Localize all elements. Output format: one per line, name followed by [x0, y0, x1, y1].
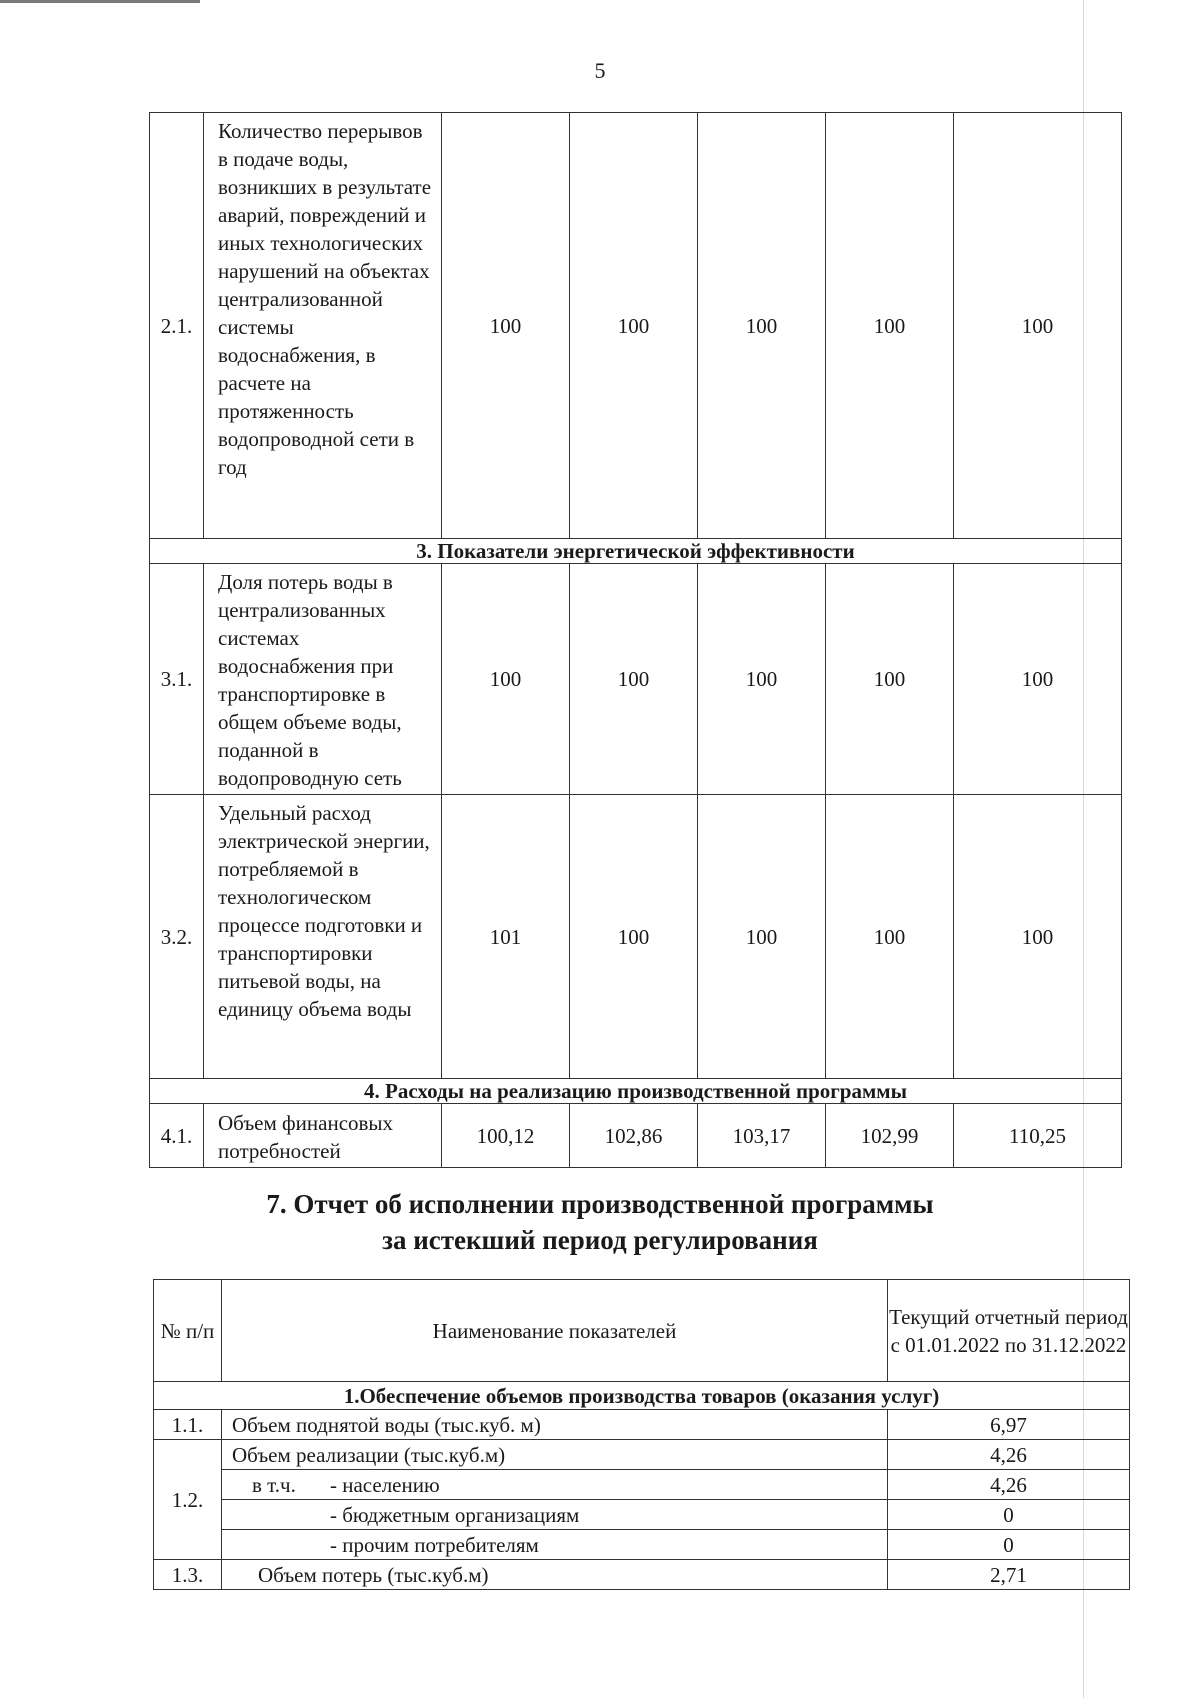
indicator-value: 100: [570, 113, 698, 539]
scan-edge: [0, 0, 200, 3]
row-number: 4.1.: [150, 1104, 204, 1168]
section-heading: 3. Показатели энергетической эффективности: [150, 539, 1122, 564]
table-row: [150, 113, 1122, 539]
table-row: [150, 539, 1122, 564]
indicator-sub-name: [222, 1470, 888, 1500]
indicator-value: 6,97: [888, 1410, 1130, 1440]
indicator-value: 103,17: [698, 1104, 826, 1168]
table-row: [154, 1440, 1130, 1470]
indicator-value: 100,12: [442, 1104, 570, 1168]
sub-prefix: в т.ч.: [252, 1472, 296, 1497]
indicator-name: Объем финансовых потребностей: [204, 1104, 442, 1168]
indicator-name: Объем поднятой воды (тыс.куб. м): [222, 1410, 888, 1440]
indicator-name: Доля потерь воды в централизованных системах водоснабжения при транспортировке в общем объеме воды, поданной в водопроводную сеть: [204, 564, 442, 795]
row-number: 1.2.: [154, 1440, 222, 1560]
indicator-value: 2,71: [888, 1560, 1130, 1590]
indicator-value: 100: [698, 564, 826, 795]
table-row: [150, 564, 1122, 795]
sub-label: - населению: [330, 1472, 440, 1497]
indicator-value: 100: [698, 113, 826, 539]
indicator-value: 110,25: [954, 1104, 1122, 1168]
indicator-value: 102,99: [826, 1104, 954, 1168]
column-header-name: Наименование показателей: [222, 1280, 888, 1382]
indicator-name: Объем реализации (тыс.куб.м): [222, 1440, 888, 1470]
indicator-value: 100: [698, 795, 826, 1079]
indicator-value: 100: [442, 113, 570, 539]
table-row: [154, 1530, 1130, 1560]
table-header-row: [154, 1280, 1130, 1382]
indicator-value: 102,86: [570, 1104, 698, 1168]
indicator-value: 100: [954, 564, 1122, 795]
table-row: [150, 795, 1122, 1079]
indicators-table: [149, 112, 1122, 1168]
indicator-value: 101: [442, 795, 570, 1079]
table-row: [154, 1410, 1130, 1440]
row-number: 3.2.: [150, 795, 204, 1079]
indicator-sub-name: - бюджетным организациям: [222, 1500, 888, 1530]
indicator-value: 100: [570, 564, 698, 795]
table-row: [154, 1470, 1130, 1500]
section-subtitle: за истекший период регулирования: [382, 1225, 818, 1255]
indicator-name: Количество перерывов в подаче воды, возникших в результате аварий, повреждений и иных технологических нарушений на объектах централизованной системы водоснабжения, в расчете на протяженность водопроводной сети в год: [204, 113, 442, 539]
table-row: [150, 1104, 1122, 1168]
row-number: 1.3.: [154, 1560, 222, 1590]
indicator-value: 100: [954, 795, 1122, 1079]
section-title: 7. Отчет об исполнении производственной программы: [266, 1189, 934, 1219]
indicator-value: 100: [442, 564, 570, 795]
indicator-value: 100: [826, 113, 954, 539]
section-heading: 4. Расходы на реализацию производственной программы: [150, 1079, 1122, 1104]
row-number: 3.1.: [150, 564, 204, 795]
table-row: [154, 1382, 1130, 1410]
report-table: [153, 1279, 1130, 1590]
indicator-value: 0: [888, 1530, 1130, 1560]
row-number: 1.1.: [154, 1410, 222, 1440]
indicator-value: 4,26: [888, 1470, 1130, 1500]
table-row: [154, 1560, 1130, 1590]
indicator-value: 100: [826, 795, 954, 1079]
page-number: 5: [594, 58, 606, 83]
row-number: 2.1.: [150, 113, 204, 539]
indicator-sub-name: - прочим потребителям: [222, 1530, 888, 1560]
indicator-name: Удельный расход электрической энергии, потребляемой в технологическом процессе подготовки и транспортировки питьевой воды, на единицу объема воды: [204, 795, 442, 1079]
column-header-number: № п/п: [154, 1280, 222, 1382]
column-header-period: Текущий отчетный период с 01.01.2022 по 31.12.2022: [888, 1280, 1130, 1382]
indicator-value: 4,26: [888, 1440, 1130, 1470]
indicator-value: 0: [888, 1500, 1130, 1530]
indicator-value: 100: [954, 113, 1122, 539]
indicator-name: Объем потерь (тыс.куб.м): [222, 1560, 888, 1590]
section-heading: 1.Обеспечение объемов производства товаров (оказания услуг): [154, 1382, 1130, 1410]
table-row: [150, 1079, 1122, 1104]
indicator-value: 100: [826, 564, 954, 795]
table-row: [154, 1500, 1130, 1530]
indicator-value: 100: [570, 795, 698, 1079]
